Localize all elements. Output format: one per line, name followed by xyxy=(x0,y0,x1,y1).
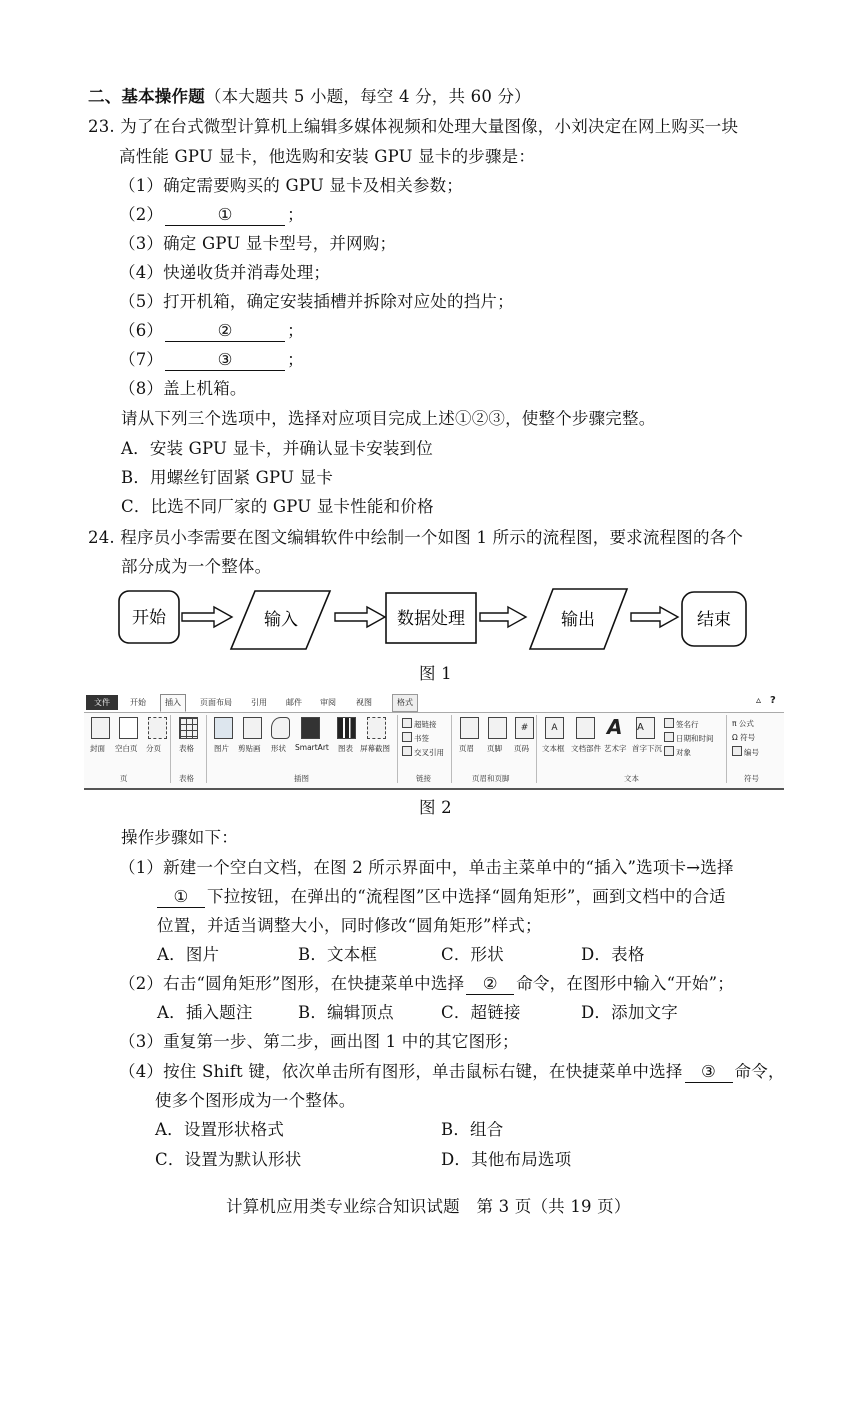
op3-line: （3）重复第一步、第二步，画出图 1 中的其它图形； xyxy=(119,1032,519,1051)
op1-line1: （1）新建一个空白文档，在图 2 所示界面中，单击主菜单中的“插入”选项卡→选择 xyxy=(119,858,734,877)
shapes-icon[interactable] xyxy=(271,717,290,739)
group-illustrations-label: 插图 xyxy=(294,774,309,783)
op2-option-d: D．添加文字 xyxy=(581,1003,678,1022)
symbol-button[interactable]: Ω 符号 xyxy=(732,733,756,742)
section-title: 二、基本操作题 xyxy=(88,87,205,106)
object-icon xyxy=(664,746,674,756)
wordart-button[interactable]: 艺术字 xyxy=(604,744,627,753)
signature-line-icon xyxy=(664,718,674,728)
op1-option-a: A．图片 xyxy=(157,945,220,964)
q23-step-8: （8）盖上机箱。 xyxy=(119,379,247,398)
group-separator xyxy=(726,715,727,783)
footer-button[interactable]: 页脚 xyxy=(487,744,502,753)
group-separator xyxy=(206,715,207,783)
q23-step-1: （1）确定需要购买的 GPU 显卡及相关参数； xyxy=(119,176,463,195)
tab-file[interactable]: 文件 xyxy=(86,695,118,710)
help-icon[interactable]: ? xyxy=(770,695,776,706)
answer-blank-1: ① xyxy=(165,205,285,226)
answer-blank-3: ③ xyxy=(165,350,285,371)
blank-page-icon[interactable] xyxy=(119,717,138,739)
date-time-button[interactable]: 日期和时间 xyxy=(664,732,714,744)
group-symbols-label: 符号 xyxy=(744,774,759,783)
answer-blank-op4: ③ xyxy=(685,1062,733,1083)
q23-option-b: B．用螺丝钉固紧 GPU 显卡 xyxy=(121,468,334,487)
chart-icon[interactable] xyxy=(337,717,356,739)
cross-reference-icon xyxy=(402,746,412,756)
tab-references[interactable]: 引用 xyxy=(251,698,267,707)
flowchart-figure xyxy=(110,583,790,655)
omega-icon: Ω xyxy=(732,733,741,742)
group-header-footer-label: 页眉和页脚 xyxy=(472,774,510,783)
op4-line1: （4）按住 Shift 键，依次单击所有图形，单击鼠标右键，在快捷菜单中选择 ③ 命令， xyxy=(119,1062,785,1081)
group-separator xyxy=(536,715,537,783)
word-ribbon-figure xyxy=(84,693,784,790)
section-note: （本大题共 5 小题，每空 4 分，共 60 分） xyxy=(204,87,531,106)
q23-step-3: （3）确定 GPU 显卡型号，并网购； xyxy=(119,234,397,253)
pi-icon: π xyxy=(732,719,739,728)
text-box-button[interactable]: 文本框 xyxy=(542,744,565,753)
smartart-icon[interactable] xyxy=(301,717,320,739)
picture-button[interactable]: 图片 xyxy=(214,744,229,753)
flowchart-arrow-4 xyxy=(631,607,678,627)
page-break-button[interactable]: 分页 xyxy=(146,744,161,753)
table-button[interactable]: 表格 xyxy=(179,744,194,753)
op1-option-b: B．文本框 xyxy=(298,945,378,964)
ribbon-tab-bar xyxy=(84,693,784,713)
flowchart-end-label: 结束 xyxy=(697,610,731,630)
figure2-caption: 图 2 xyxy=(419,798,452,817)
op2-option-a: A．插入题注 xyxy=(157,1003,253,1022)
op2-option-c: C．超链接 xyxy=(441,1003,521,1022)
op2-option-b: B．编辑顶点 xyxy=(298,1003,394,1022)
header-icon[interactable] xyxy=(460,717,479,739)
op4-option-a: A．设置形状格式 xyxy=(155,1120,285,1139)
q23-stem-line2: 高性能 GPU 显卡，他选购和安装 GPU 显卡的步骤是： xyxy=(119,147,536,166)
bookmark-button[interactable]: 书签 xyxy=(402,732,429,744)
drop-cap-button[interactable]: 首字下沉 xyxy=(632,744,662,753)
op4-option-d: D．其他布局选项 xyxy=(441,1150,572,1169)
group-separator xyxy=(397,715,398,783)
q23-step-2: （2） ① ； xyxy=(119,205,304,224)
table-icon[interactable] xyxy=(179,717,198,739)
group-pages-label: 页 xyxy=(120,774,128,783)
tab-view[interactable]: 视图 xyxy=(356,698,372,707)
flowchart-arrow-2 xyxy=(335,607,385,627)
group-tables-label: 表格 xyxy=(179,774,194,783)
clip-art-button[interactable]: 剪贴画 xyxy=(238,744,261,753)
hyperlink-button[interactable]: 超链接 xyxy=(402,718,437,730)
signature-line-button[interactable]: 签名行 xyxy=(664,718,699,730)
figure1-caption: 图 1 xyxy=(419,664,452,683)
q24-number: 24. xyxy=(88,528,115,547)
cross-reference-button[interactable]: 交叉引用 xyxy=(402,746,444,758)
quick-parts-button[interactable]: 文档部件 xyxy=(571,744,601,753)
q23-step-5: （5）打开机箱，确定安装插槽并拆除对应处的挡片； xyxy=(119,292,514,311)
equation-button[interactable]: π 公式 xyxy=(732,719,754,728)
shapes-button[interactable]: 形状 xyxy=(271,744,286,753)
q23-step-6: （6） ② ； xyxy=(119,321,304,340)
page-footer: 计算机应用类专业综合知识试题 第 3 页（共 19 页） xyxy=(226,1197,631,1216)
screenshot-button[interactable]: 屏幕截图 xyxy=(360,744,390,753)
wordart-icon[interactable]: A xyxy=(607,715,623,739)
q24-stem-line2: 部分成为一个整体。 xyxy=(121,557,272,576)
op2-line: （2）右击“圆角矩形”图形，在快捷菜单中选择 ② 命令，在图形中输入“开始”； xyxy=(119,974,734,993)
op4-option-c: C．设置为默认形状 xyxy=(155,1150,302,1169)
object-button[interactable]: 对象 xyxy=(664,746,691,758)
group-separator xyxy=(170,715,171,783)
q23-instruction: 请从下列三个选项中，选择对应项目完成上述①②③，使整个步骤完整。 xyxy=(121,409,656,428)
tab-home[interactable]: 开始 xyxy=(130,698,146,707)
hyperlink-icon xyxy=(402,718,412,728)
page-break-icon[interactable] xyxy=(148,717,167,739)
op1-option-c: C．形状 xyxy=(441,945,504,964)
answer-blank-op1: ① xyxy=(157,887,205,908)
flowchart-input-label: 输入 xyxy=(264,610,298,630)
drop-cap-icon[interactable]: A xyxy=(636,717,655,739)
cover-page-button[interactable]: 封面 xyxy=(90,744,105,753)
flowchart-arrow-3 xyxy=(480,607,526,627)
collapse-ribbon-icon[interactable]: ▵ xyxy=(756,695,762,706)
ops-title: 操作步骤如下： xyxy=(121,828,238,847)
blank-page-button[interactable]: 空白页 xyxy=(115,744,138,753)
answer-blank-op2: ② xyxy=(466,974,514,995)
tab-mailings[interactable]: 邮件 xyxy=(286,698,302,707)
tab-page-layout[interactable]: 页面布局 xyxy=(200,698,232,707)
op1-line3: 位置，并适当调整大小，同时修改“圆角矩形”样式； xyxy=(157,916,542,935)
group-links-label: 链接 xyxy=(416,774,431,783)
q23-option-a: A．安装 GPU 显卡，并确认显卡安装到位 xyxy=(121,439,434,458)
chart-button[interactable]: 图表 xyxy=(338,744,353,753)
page-number-icon[interactable]: # xyxy=(515,717,534,739)
tab-insert[interactable]: 插入 xyxy=(160,694,186,712)
numbering-icon xyxy=(732,746,742,756)
screenshot-icon[interactable] xyxy=(367,717,386,739)
flowchart-output-label: 输出 xyxy=(561,610,595,630)
answer-blank-2: ② xyxy=(165,321,285,342)
q23-step-4: （4）快递收货并消毒处理； xyxy=(119,263,331,282)
footer-icon[interactable] xyxy=(488,717,507,739)
q23-number: 23. xyxy=(88,117,115,136)
q23-option-c: C．比选不同厂家的 GPU 显卡性能和价格 xyxy=(121,497,434,516)
tab-format[interactable]: 格式 xyxy=(392,694,418,712)
bookmark-icon xyxy=(402,732,412,742)
clip-art-icon[interactable] xyxy=(243,717,262,739)
date-time-icon xyxy=(664,732,674,742)
flowchart-start-label: 开始 xyxy=(132,608,166,628)
q23-step-7: （7） ③ ； xyxy=(119,350,304,369)
cover-page-icon[interactable] xyxy=(91,717,110,739)
numbering-button[interactable]: 编号 xyxy=(732,746,759,758)
header-button[interactable]: 页眉 xyxy=(459,744,474,753)
group-separator xyxy=(451,715,452,783)
flowchart-process-label: 数据处理 xyxy=(397,609,465,629)
section-heading xyxy=(88,86,531,108)
group-text-label: 文本 xyxy=(624,774,639,783)
quick-parts-icon[interactable] xyxy=(576,717,595,739)
op1-line2: ① 下拉按钮，在弹出的“流程图”区中选择“圆角矩形”，画到文档中的合适 xyxy=(155,886,726,908)
picture-icon[interactable] xyxy=(214,717,233,739)
op4-line2: 使多个图形成为一个整体。 xyxy=(155,1091,356,1110)
op4-option-b: B．组合 xyxy=(441,1120,504,1139)
flowchart-arrow-1 xyxy=(182,607,232,627)
op1-option-d: D．表格 xyxy=(581,945,645,964)
page-number-button[interactable]: 页码 xyxy=(514,744,529,753)
tab-review[interactable]: 审阅 xyxy=(320,698,336,707)
text-box-icon[interactable]: A xyxy=(545,717,564,739)
smartart-button[interactable]: SmartArt xyxy=(295,743,329,752)
q24-stem-line1: 24. 程序员小李需要在图文编辑软件中绘制一个如图 1 所示的流程图，要求流程图的各个 xyxy=(88,528,744,547)
q23-stem-line1: 23. 为了在台式微型计算机上编辑多媒体视频和处理大量图像，小刘决定在网上购买一块 xyxy=(88,117,739,136)
